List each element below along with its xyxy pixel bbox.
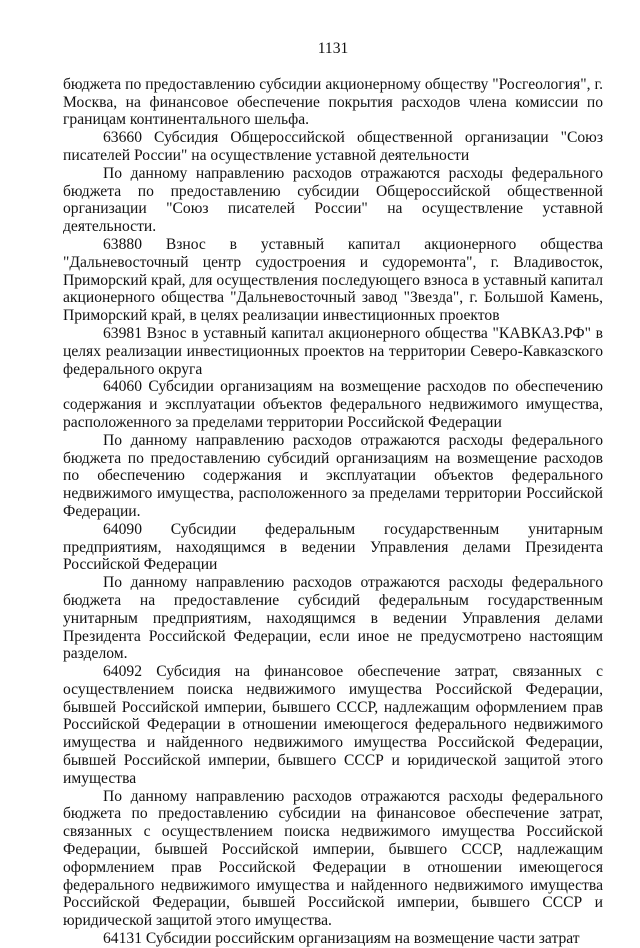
paragraph: По данному направлению расходов отражаются расходы федерального бюджета на предоставление субсидий федеральным государственным унитарным предприятиям, находящимся в ведении Управления делами Президента Российской Федерации, если иное не предусмотрено настоящим разделом. [63,574,603,663]
paragraph: По данному направлению расходов отражаются расходы федерального бюджета по предоставлению субсидии на финансовое обеспечение затрат, связанных с осуществлением поиска недвижимого имущества Российской Федерации, бывшей Российской империи, бывшего СССР, надлежащим оформлением прав Российской Федерации в отношении имеющегося федерального недвижимого имущества и найденного недвижимого имущества Российской Федерации, бывшей Российской империи, бывшего СССР и юридической защитой этого имущества. [63,787,603,930]
document-body [63,76,603,948]
paragraph: 63981 Взнос в уставный капитал акционерного общества "КАВКАЗ.РФ" в целях реализации инвестиционных проектов на территории Северо-Кавказского федерального округа [63,324,603,378]
paragraph: 64131 Субсидии российским организациям на возмещение части затрат [103,930,580,948]
document-page [63,40,603,948]
paragraph: По данному направлению расходов отражаются расходы федерального бюджета по предоставлению субсидий организациям на возмещение расходов по обеспечению содержания и эксплуатации объектов федерального недвижимого имущества, расположенного за пределами территории Российской Федерации. [63,431,603,520]
paragraph: 64090 Субсидии федеральным государственным унитарным предприятиям, находящимся в ведении Управления делами Президента Российской Федерации [63,520,603,574]
paragraph: 64060 Субсидии организациям на возмещение расходов по обеспечению содержания и эксплуатации объектов федерального недвижимого имущества, расположенного за пределами территории Российской Федерации [63,378,603,431]
page-number: 1131 [317,40,349,57]
paragraph: бюджета по предоставлению субсидии акционерному обществу "Росгеология", г. Москва, на финансовое обеспечение покрытия расходов члена комиссии по границам континентального шельфа. [63,75,603,129]
paragraph: 63660 Субсидия Общероссийской общественной организации "Союз писателей России" на осуществление уставной деятельности [63,129,603,164]
paragraph: 63880 Взнос в уставный капитал акционерного общества "Дальневосточный центр судостроения и судоремонта", г. Владивосток, Приморский край, для осуществления последующего взноса в уставный капитал акционерного общества "Дальневосточный завод "Звезда", г. Большой Камень, Приморский край, в целях реализации инвестиционных проектов [63,235,603,325]
paragraph: По данному направлению расходов отражаются расходы федерального бюджета по предоставлению субсидии Общероссийской общественной организации "Союз писателей России" на осуществление уставной деятельности. [63,164,603,236]
paragraph: 64092 Субсидия на финансовое обеспечение затрат, связанных с осуществлением поиска недвижимого имущества Российской Федерации, бывшей Российской империи, бывшего СССР, надлежащим оформлением прав Российской Федерации в отношении имеющегося федерального недвижимого имущества и найденного недвижимого имущества Российской Федерации, бывшей Российской империи, бывшего СССР и юридической защитой этого имущества [63,663,603,787]
